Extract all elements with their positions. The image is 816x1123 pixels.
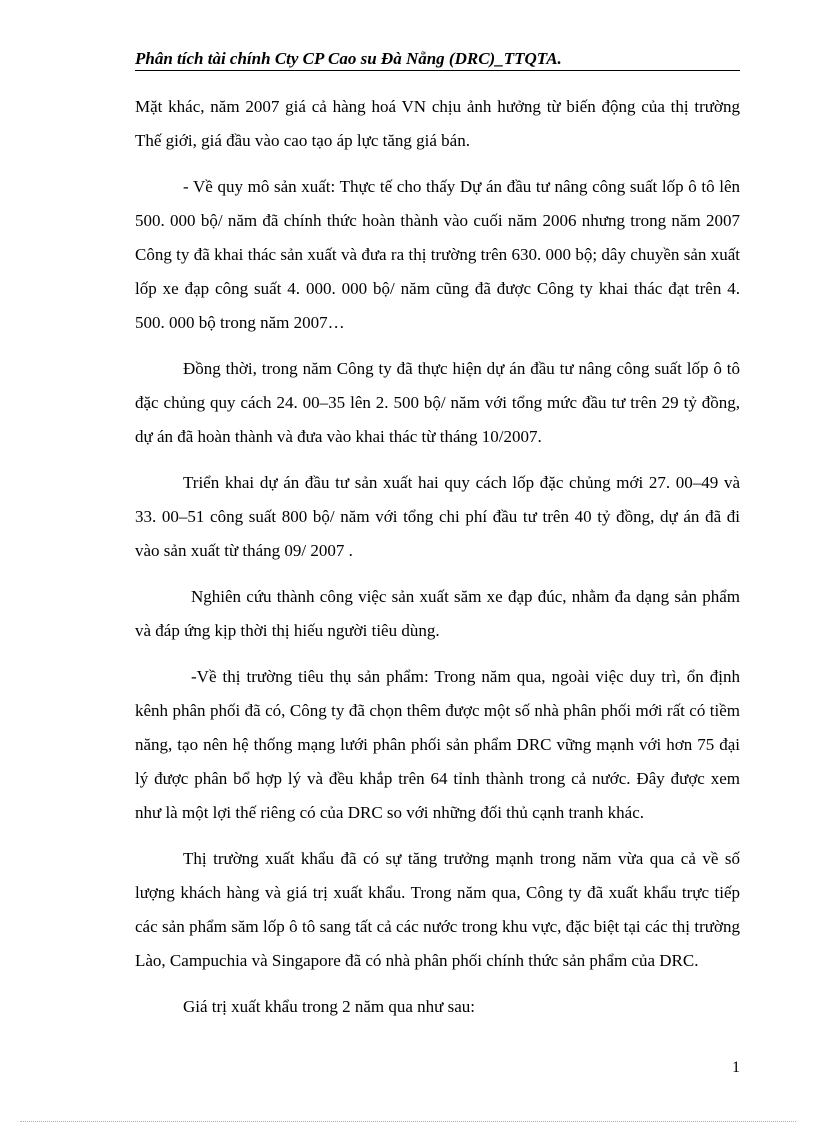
paragraph-production-scale: - Về quy mô sản xuất: Thực tế cho thấy Dự án đầu tư nâng công suất lốp ô tô lên 500. 000 bộ/ năm đã chính thức hoàn thành vào cuối năm 2006 nhưng trong năm 2007 Công ty đã khai thác sản xuất và đưa ra thị trường trên 630. 000 bộ; dây chuyền sản xuất lốp xe đạp công suất 4. 000. 000 bộ/ năm cũng đã được Công ty khai thác đạt trên 4. 500. 000 bộ trong năm 2007… <box>135 177 740 332</box>
page-header-title: Phân tích tài chính Cty CP Cao su Đà Nẵng (DRC)_TTQTA. <box>135 49 562 68</box>
paragraph-price-pressure: Mặt khác, năm 2007 giá cả hàng hoá VN chịu ảnh hưởng từ biến động của thị trường Thế giới, giá đầu vào cao tạo áp lực tăng giá bán. <box>135 97 740 150</box>
paragraph-bicycle-tube: Nghiên cứu thành công việc sản xuất săm xe đạp đúc, nhằm đa dạng sản phẩm và đáp ứng kịp thời thị hiếu người tiêu dùng. <box>135 587 740 640</box>
paragraph-export-value-intro: Giá trị xuất khẩu trong 2 năm qua như sau: <box>183 997 476 1016</box>
document-body <box>135 90 740 1036</box>
paragraph-special-tire-project: Đồng thời, trong năm Công ty đã thực hiện dự án đầu tư nâng công suất lốp ô tô đặc chủng quy cách 24. 00–35 lên 2. 500 bộ/ năm với tổng mức đầu tư trên 29 tỷ đồng, dự án đã hoàn thành và đưa vào khai thác từ tháng 10/2007. <box>135 359 740 446</box>
paragraph-export-market: Thị trường xuất khẩu đã có sự tăng trưởng mạnh trong năm vừa qua cả về số lượng khách hàng và giá trị xuất khẩu. Trong năm qua, Công ty đã xuất khẩu trực tiếp các sản phẩm săm lốp ô tô sang tất cả các nước trong khu vực, đặc biệt tại các thị trường Lào, Campuchia và Singapore đã có nhà phân phối chính thức sản phẩm của DRC. <box>135 849 740 970</box>
paragraph-new-tire-specs: Triển khai dự án đầu tư sản xuất hai quy cách lốp đặc chủng mới 27. 00–49 và 33. 00–51 công suất 800 bộ/ năm với tổng chi phí đầu tư trên 40 tỷ đồng, dự án đã đi vào sản xuất từ tháng 09/ 2007 . <box>135 473 740 560</box>
header-divider <box>135 70 740 71</box>
paragraph-distribution-market: -Về thị trường tiêu thụ sản phẩm: Trong năm qua, ngoài việc duy trì, ổn định kênh phân phối đã có, Công ty đã chọn thêm được một số nhà phân phối mới rất có tiềm năng, tạo nên hệ thống mạng lưới phân phối sản phẩm DRC vững mạnh với hơn 75 đại lý được phân bổ hợp lý và đều khắp trên 64 tỉnh thành trong cả nước. Đây được xem như là một lợi thế riêng có của DRC so với những đối thủ cạnh tranh khác. <box>135 667 740 822</box>
page-number: 1 <box>732 1059 740 1076</box>
page-bottom-divider <box>20 1121 796 1122</box>
